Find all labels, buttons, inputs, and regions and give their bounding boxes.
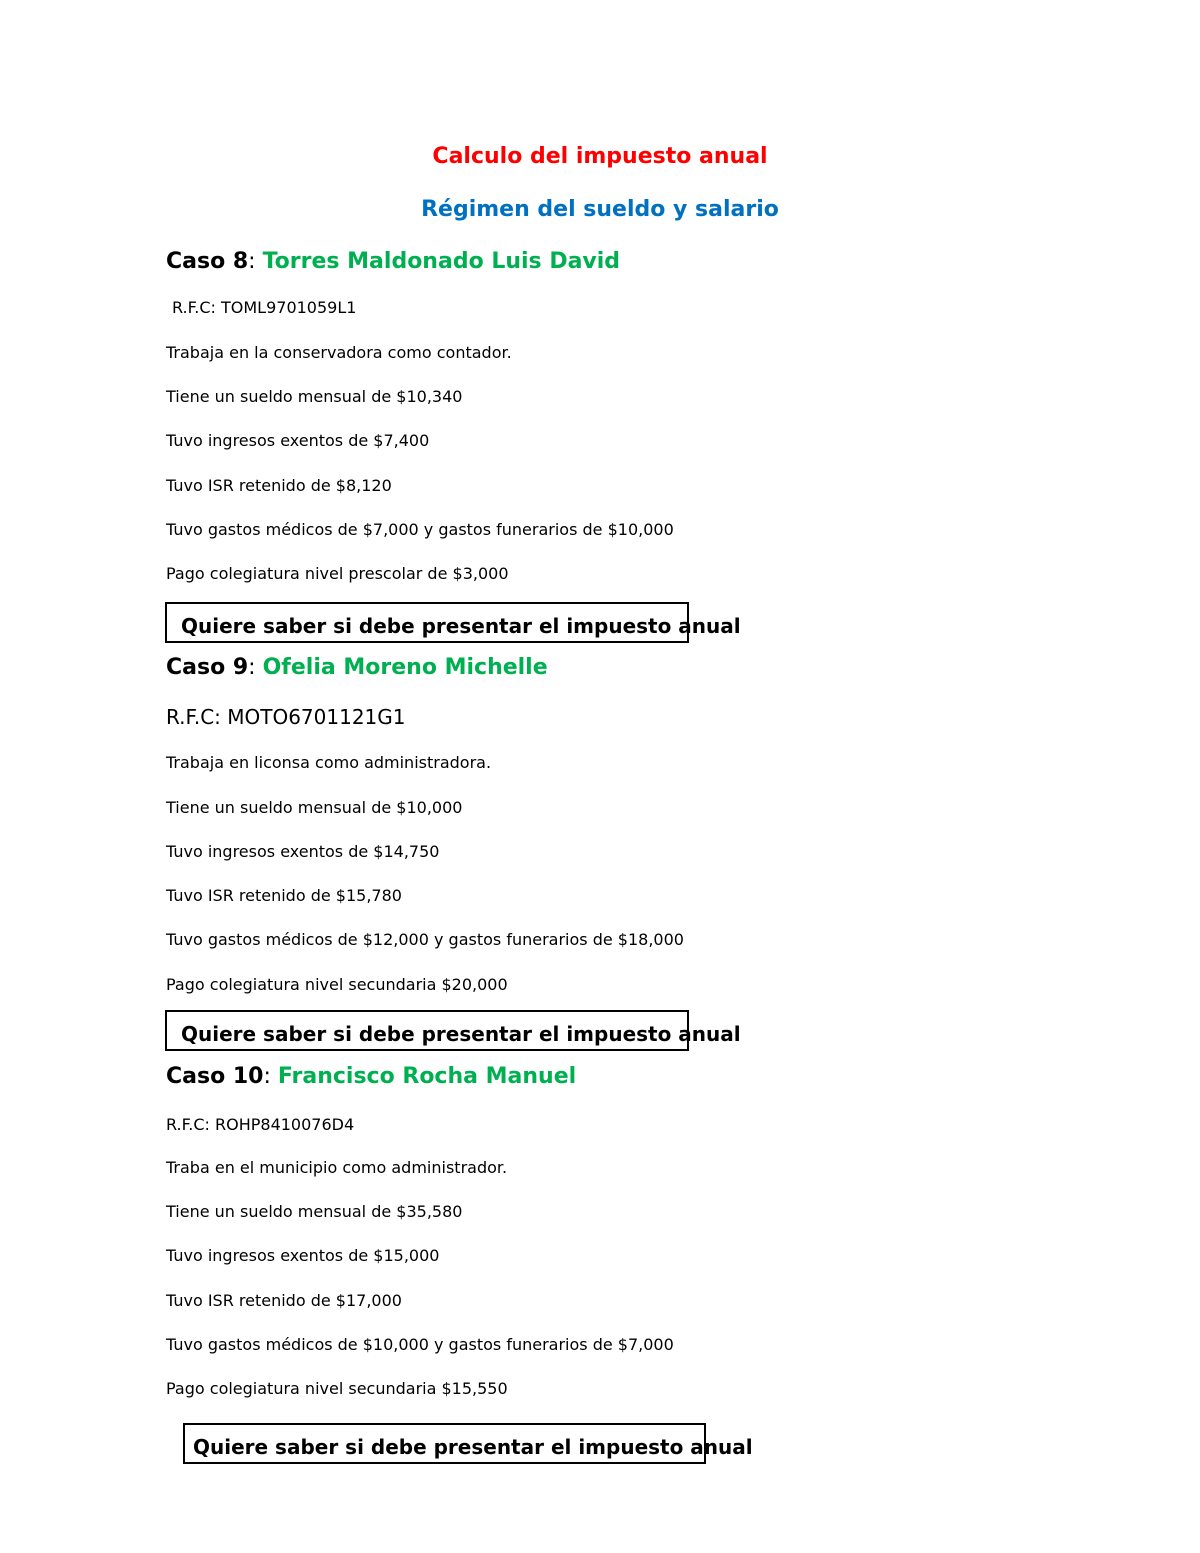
case-8-tuition: Pago colegiatura nivel prescolar de $3,000 (166, 564, 509, 583)
case-9-tuition: Pago colegiatura nivel secundaria $20,000 (166, 975, 508, 994)
case-8-job: Trabaja en la conservadora como contador. (166, 343, 512, 362)
case-9-expenses: Tuvo gastos médicos de $12,000 y gastos funerarios de $18,000 (166, 930, 684, 949)
case-9-name: Ofelia Moreno Michelle (262, 655, 548, 680)
case-10-rfc: R.F.C: ROHP8410076D4 (166, 1115, 355, 1134)
case-8-label: Caso 8 (166, 249, 249, 274)
case-9-question: Quiere saber si debe presentar el impuesto anual (181, 1022, 741, 1046)
case-9-label: Caso 9 (166, 655, 249, 680)
case-10-heading (166, 1062, 576, 1092)
case-9-question-box (165, 1010, 741, 1051)
case-8-heading (166, 247, 620, 277)
case-9-heading (166, 653, 548, 683)
case-10-separator: : (263, 1064, 271, 1089)
case-9-rfc: R.F.C: MOTO6701121G1 (166, 705, 406, 729)
case-10-expenses: Tuvo gastos médicos de $10,000 y gastos funerarios de $7,000 (166, 1335, 674, 1354)
case-10-exempt: Tuvo ingresos exentos de $15,000 (166, 1246, 440, 1265)
case-8-name: Torres Maldonado Luis David (262, 249, 621, 274)
case-10-label: Caso 10 (166, 1064, 264, 1089)
case-8-separator: : (248, 249, 256, 274)
case-9-salary: Tiene un sueldo mensual de $10,000 (166, 798, 463, 817)
case-9-separator: : (248, 655, 256, 680)
case-10-job: Traba en el municipio como administrador. (166, 1158, 508, 1177)
case-8-question-box (165, 602, 741, 643)
case-10-name: Francisco Rocha Manuel (277, 1064, 577, 1089)
case-10-question: Quiere saber si debe presentar el impuesto anual (193, 1435, 753, 1459)
case-9-isr: Tuvo ISR retenido de $15,780 (166, 886, 402, 905)
case-8-salary: Tiene un sueldo mensual de $10,340 (166, 387, 463, 406)
case-9-exempt: Tuvo ingresos exentos de $14,750 (166, 842, 440, 861)
document-title: Calculo del impuesto anual (432, 144, 768, 169)
case-8-rfc: R.F.C: TOML9701059L1 (172, 298, 357, 317)
case-10-salary: Tiene un sueldo mensual de $35,580 (166, 1202, 463, 1221)
case-10-isr: Tuvo ISR retenido de $17,000 (166, 1291, 402, 1310)
case-9-job: Trabaja en liconsa como administradora. (166, 753, 492, 772)
case-8-question: Quiere saber si debe presentar el impuesto anual (181, 614, 741, 638)
case-8-exempt: Tuvo ingresos exentos de $7,400 (166, 431, 430, 450)
case-10-question-box (183, 1423, 753, 1464)
document-subtitle: Régimen del sueldo y salario (421, 197, 779, 222)
case-10-tuition: Pago colegiatura nivel secundaria $15,550 (166, 1379, 508, 1398)
case-8-expenses: Tuvo gastos médicos de $7,000 y gastos funerarios de $10,000 (166, 520, 674, 539)
case-8-isr: Tuvo ISR retenido de $8,120 (166, 476, 392, 495)
